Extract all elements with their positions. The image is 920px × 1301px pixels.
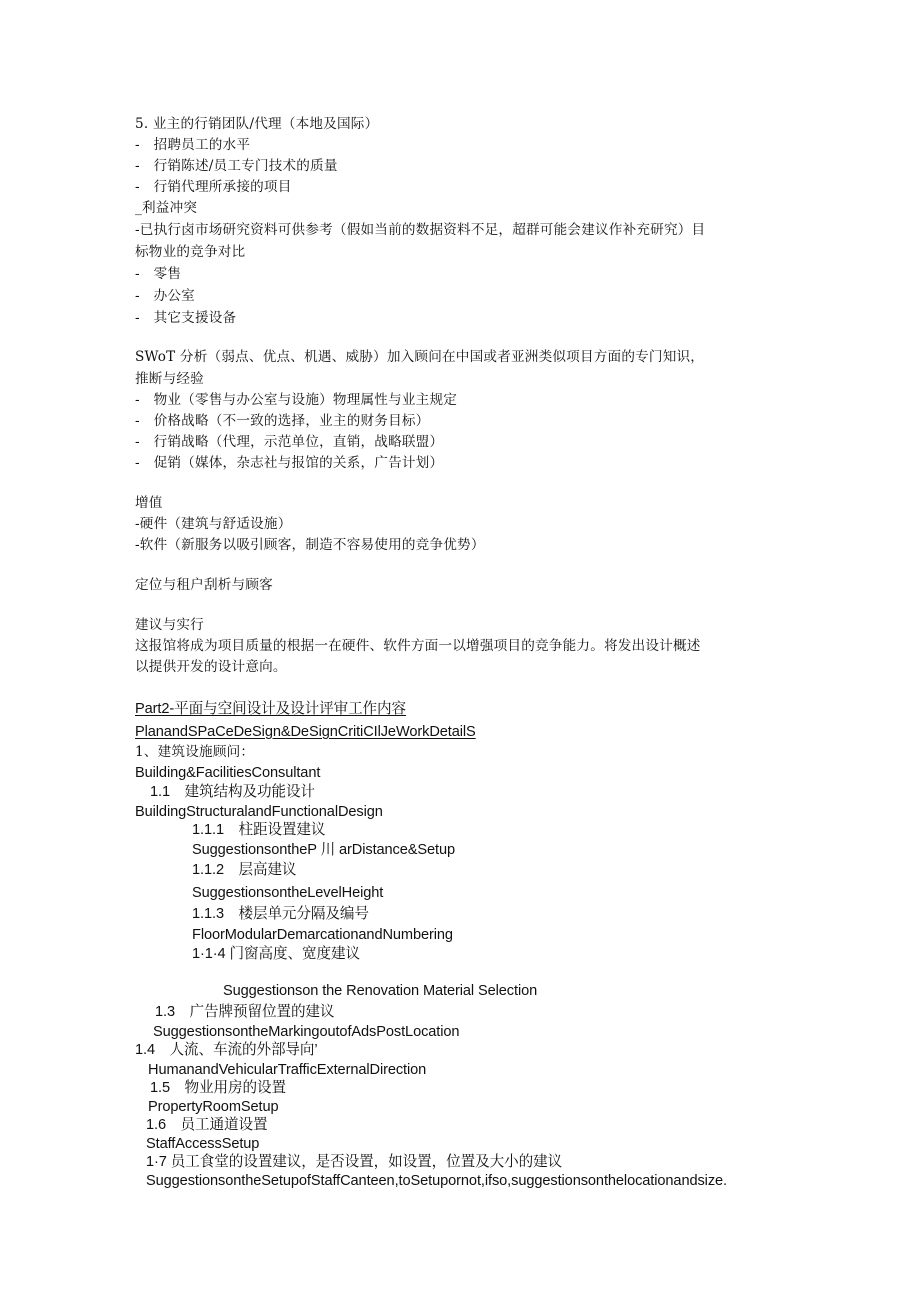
item-heading: 1.6 员工通道设置	[146, 1117, 268, 1133]
item-heading: 1、建筑设施顾问：	[135, 744, 255, 760]
item-heading-english: Building&FacilitiesConsultant	[135, 765, 321, 781]
paragraph-line: 以提供开发的设计意向。	[135, 659, 287, 675]
paragraph-line: 这报馆将成为项目质量的根据一在硬件、软件方面一以增强项目的竞争能力。将发出设计概述	[135, 638, 701, 654]
item-heading: 1.1 建筑结构及功能设计	[150, 784, 315, 800]
item-heading: 1.3 广告牌预留位置的建议	[155, 1004, 335, 1020]
sub-item: 1.1.2 层高建议	[192, 862, 297, 878]
list-item: -硬件（建筑与舒适设施）	[135, 516, 292, 532]
sub-item-english: Suggestionson the Renovation Material Selection	[223, 983, 538, 999]
item-heading-english: StaffAccessSetup	[146, 1136, 260, 1152]
part-title: Part2-平面与空间设计及设计评审工作内容	[135, 701, 407, 717]
item-heading-english: SuggestionsontheMarkingoutofAdsPostLocation	[153, 1024, 460, 1040]
part-title-english: PlanandSPaCeDeSign&DeSignCritiCIlJeWorkDetailS	[135, 724, 476, 740]
item-heading-english: HumanandVehicularTrafficExternalDirection	[148, 1062, 427, 1078]
list-item: - 促销（媒体，杂志社与报馆的关系，广告计划）	[135, 455, 444, 471]
list-item: - 招聘员工的水平	[135, 137, 251, 153]
list-item: - 价格战略（不一致的选择，业主的财务目标）	[135, 413, 430, 429]
sub-item-english: SuggestionsontheLevelHeight	[192, 885, 384, 901]
list-item: -软件（新服务以吸引顾客，制造不容易使用的竞争优势）	[135, 537, 485, 553]
item-heading-english: SuggestionsontheSetupofStaffCanteen,toSetupornot,ifso,suggestionsonthelocationandsize.	[146, 1173, 727, 1189]
section-heading: 定位与租户刮析与顾客	[135, 577, 273, 593]
list-item: _利益冲突	[135, 200, 198, 216]
list-item: - 物业（零售与办公室与设施）物理属性与业主规定	[135, 392, 458, 408]
paragraph-line: -已执行卤市场研究资料可供参考（假如当前的数据资料不足，超群可能会建议作补充研究）目	[135, 222, 706, 238]
paragraph-line: SWoT 分析（弱点、优点、机遇、威胁）加入顾问在中国或者亚洲类似项目方面的专门知识，	[135, 349, 705, 365]
paragraph-line: 标物业的竞争对比	[135, 244, 246, 260]
sub-item: 1·1·4 门窗高度、宽度建议	[192, 946, 360, 962]
sub-item: 1.1.1 柱距设置建议	[192, 822, 326, 838]
list-item: - 行销代理所承接的项目	[135, 179, 292, 195]
sub-item-english: SuggestionsontheP 川 arDistance&Setup	[192, 842, 456, 858]
list-item: - 行销战略（代理，示范单位，直销，战略联盟）	[135, 434, 444, 450]
item-heading: 1.4 人流、车流的外部导向’	[135, 1042, 318, 1058]
item-heading: 1.5 物业用房的设置	[150, 1080, 286, 1096]
list-item: - 行销陈述/员工专门技术的质量	[135, 158, 338, 174]
item-heading-english: BuildingStructuralandFunctionalDesign	[135, 804, 383, 820]
list-item: - 办公室	[135, 288, 195, 304]
paragraph-line: 推断与经验	[135, 371, 204, 387]
sub-item: 1.1.3 楼层单元分隔及编号	[192, 906, 369, 922]
list-item: - 零售	[135, 266, 182, 282]
sub-item-english: FloorModularDemarcationandNumbering	[192, 927, 453, 943]
item-heading: 1·7 员工食堂的设置建议，是否设置，如设置，位置及大小的建议	[146, 1154, 563, 1170]
item-heading-english: PropertyRoomSetup	[148, 1099, 279, 1115]
section-heading: 增值	[135, 495, 163, 511]
list-item: - 其它支援设备	[135, 310, 237, 326]
section-heading: 5. 业主的行销团队/代理（本地及国际）	[135, 116, 379, 132]
section-heading: 建议与实行	[135, 617, 204, 633]
